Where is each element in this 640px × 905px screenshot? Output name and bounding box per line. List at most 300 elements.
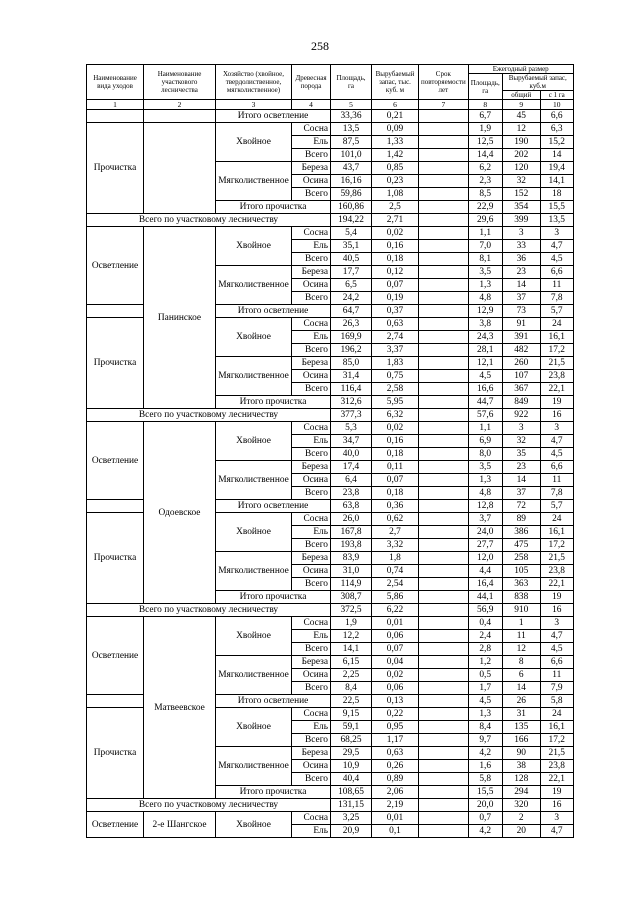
stock-cell: 5,95 <box>372 396 419 409</box>
annual-per-ha-cell: 18 <box>540 188 573 201</box>
species-cell: Береза <box>292 747 331 760</box>
species-cell: Сосна <box>292 422 331 435</box>
annual-area-cell: 5,8 <box>468 773 502 786</box>
species-cell: Всего <box>292 253 331 266</box>
annual-area-cell: 44,1 <box>468 591 502 604</box>
annual-area-cell: 4,8 <box>468 292 502 305</box>
species-cell: Ель <box>292 630 331 643</box>
district-cell: Матвеевское <box>144 617 216 799</box>
column-number: 10 <box>540 100 573 110</box>
care-type-cell: Осветление <box>87 422 144 500</box>
table-row <box>87 214 574 227</box>
annual-per-ha-cell: 7,9 <box>540 682 573 695</box>
annual-per-ha-cell: 6,6 <box>540 110 573 123</box>
term-cell <box>419 292 469 305</box>
annual-area-cell: 4,2 <box>468 747 502 760</box>
annual-area-cell: 24,3 <box>468 331 502 344</box>
stock-cell: 2,74 <box>372 331 419 344</box>
stock-cell: 2,19 <box>372 799 419 812</box>
stock-cell: 0,18 <box>372 448 419 461</box>
stock-cell: 2,58 <box>372 383 419 396</box>
term-cell <box>419 656 469 669</box>
term-cell <box>419 435 469 448</box>
annual-per-ha-cell: 16,1 <box>540 721 573 734</box>
annual-total-cell: 37 <box>502 292 540 305</box>
term-cell <box>419 370 469 383</box>
annual-total-cell: 3 <box>502 422 540 435</box>
economy-cell: Мягколиственное <box>216 162 292 201</box>
area-cell: 40,5 <box>331 253 372 266</box>
term-cell <box>419 422 469 435</box>
annual-per-ha-cell: 23,8 <box>540 760 573 773</box>
annual-per-ha-cell: 17,2 <box>540 734 573 747</box>
area-cell: 63,8 <box>331 500 372 513</box>
annual-per-ha-cell: 5,7 <box>540 305 573 318</box>
area-cell: 308,7 <box>331 591 372 604</box>
term-cell <box>419 175 469 188</box>
term-cell <box>419 825 469 838</box>
annual-area-cell: 9,7 <box>468 734 502 747</box>
species-cell: Всего <box>292 734 331 747</box>
annual-total-cell: 399 <box>502 214 540 227</box>
stock-cell: 0,62 <box>372 513 419 526</box>
economy-cell: Хвойное <box>216 812 292 838</box>
care-type-cell <box>87 500 144 513</box>
area-cell: 85,0 <box>331 357 372 370</box>
annual-total-cell: 33 <box>502 240 540 253</box>
area-cell: 193,8 <box>331 539 372 552</box>
area-cell: 83,9 <box>331 552 372 565</box>
economy-cell: Хвойное <box>216 123 292 162</box>
stock-cell: 0,09 <box>372 123 419 136</box>
area-cell: 26,3 <box>331 318 372 331</box>
annual-per-ha-cell: 4,7 <box>540 435 573 448</box>
species-cell: Всего <box>292 539 331 552</box>
annual-total-cell: 36 <box>502 253 540 266</box>
term-cell <box>419 409 469 422</box>
annual-per-ha-cell: 6,3 <box>540 123 573 136</box>
annual-area-cell: 1,9 <box>468 123 502 136</box>
area-cell: 59,1 <box>331 721 372 734</box>
term-cell <box>419 591 469 604</box>
area-cell: 5,4 <box>331 227 372 240</box>
annual-area-cell: 12,0 <box>468 552 502 565</box>
annual-per-ha-cell: 4,5 <box>540 448 573 461</box>
annual-total-cell: 320 <box>502 799 540 812</box>
stock-cell: 0,37 <box>372 305 419 318</box>
annual-per-ha-cell: 17,2 <box>540 539 573 552</box>
header-annual-cut: Вырубаемый запас, куб.м <box>502 74 573 91</box>
column-number: 4 <box>292 100 331 110</box>
stock-cell: 0,85 <box>372 162 419 175</box>
annual-per-ha-cell: 21,5 <box>540 552 573 565</box>
annual-area-cell: 3,5 <box>468 461 502 474</box>
stock-cell: 0,18 <box>372 253 419 266</box>
row-label: Итого осветление <box>216 110 331 123</box>
annual-area-cell: 57,6 <box>468 409 502 422</box>
header-care-type: Наименование вида уходов <box>87 65 144 100</box>
column-number: 2 <box>144 100 216 110</box>
species-cell: Сосна <box>292 617 331 630</box>
annual-per-ha-cell: 24 <box>540 513 573 526</box>
area-cell: 26,0 <box>331 513 372 526</box>
area-cell: 43,7 <box>331 162 372 175</box>
annual-area-cell: 8,0 <box>468 448 502 461</box>
annual-total-cell: 475 <box>502 539 540 552</box>
annual-total-cell: 2 <box>502 812 540 825</box>
term-cell <box>419 331 469 344</box>
term-cell <box>419 162 469 175</box>
header-total: общий <box>502 91 540 100</box>
stock-cell: 0,36 <box>372 500 419 513</box>
district-cell: Панинское <box>144 227 216 409</box>
annual-total-cell: 910 <box>502 604 540 617</box>
species-cell: Осина <box>292 279 331 292</box>
term-cell <box>419 448 469 461</box>
annual-per-ha-cell: 7,8 <box>540 487 573 500</box>
species-cell: Всего <box>292 578 331 591</box>
area-cell: 23,8 <box>331 487 372 500</box>
area-cell: 20,9 <box>331 825 372 838</box>
species-cell: Всего <box>292 383 331 396</box>
term-cell <box>419 643 469 656</box>
stock-cell: 0,06 <box>372 682 419 695</box>
annual-area-cell: 14,4 <box>468 149 502 162</box>
annual-total-cell: 202 <box>502 149 540 162</box>
stock-cell: 1,42 <box>372 149 419 162</box>
area-cell: 8,4 <box>331 682 372 695</box>
area-cell: 12,2 <box>331 630 372 643</box>
species-cell: Осина <box>292 565 331 578</box>
area-cell: 116,4 <box>331 383 372 396</box>
annual-per-ha-cell: 17,2 <box>540 344 573 357</box>
district-cell <box>144 110 216 123</box>
annual-total-cell: 838 <box>502 591 540 604</box>
annual-total-cell: 91 <box>502 318 540 331</box>
care-type-cell: Прочистка <box>87 318 144 409</box>
table-row <box>87 604 574 617</box>
term-cell <box>419 461 469 474</box>
annual-total-cell: 12 <box>502 643 540 656</box>
row-label: Итого прочистка <box>216 786 331 799</box>
annual-total-cell: 35 <box>502 448 540 461</box>
area-cell: 33,36 <box>331 110 372 123</box>
term-cell <box>419 357 469 370</box>
species-cell: Всего <box>292 344 331 357</box>
annual-total-cell: 8 <box>502 656 540 669</box>
annual-area-cell: 0,7 <box>468 812 502 825</box>
annual-total-cell: 26 <box>502 695 540 708</box>
table-row <box>87 812 574 825</box>
area-cell: 108,65 <box>331 786 372 799</box>
economy-cell: Хвойное <box>216 617 292 656</box>
economy-cell: Хвойное <box>216 708 292 747</box>
stock-cell: 5,86 <box>372 591 419 604</box>
annual-area-cell: 1,6 <box>468 760 502 773</box>
column-number: 7 <box>419 100 469 110</box>
area-cell: 6,15 <box>331 656 372 669</box>
annual-area-cell: 3,8 <box>468 318 502 331</box>
term-cell <box>419 279 469 292</box>
species-cell: Ель <box>292 240 331 253</box>
species-cell: Береза <box>292 461 331 474</box>
annual-area-cell: 56,9 <box>468 604 502 617</box>
species-cell: Ель <box>292 825 331 838</box>
stock-cell: 0,26 <box>372 760 419 773</box>
annual-total-cell: 37 <box>502 487 540 500</box>
term-cell <box>419 487 469 500</box>
term-cell <box>419 474 469 487</box>
stock-cell: 1,8 <box>372 552 419 565</box>
annual-per-ha-cell: 3 <box>540 227 573 240</box>
term-cell <box>419 201 469 214</box>
annual-total-cell: 849 <box>502 396 540 409</box>
stock-cell: 0,07 <box>372 643 419 656</box>
stock-cell: 0,11 <box>372 461 419 474</box>
term-cell <box>419 760 469 773</box>
care-type-cell: Прочистка <box>87 123 144 214</box>
term-cell <box>419 630 469 643</box>
area-cell: 24,2 <box>331 292 372 305</box>
annual-total-cell: 31 <box>502 708 540 721</box>
area-cell: 31,0 <box>331 565 372 578</box>
row-label: Итого прочистка <box>216 396 331 409</box>
species-cell: Всего <box>292 773 331 786</box>
stock-cell: 0,75 <box>372 370 419 383</box>
table-row <box>87 422 574 435</box>
stock-cell: 0,19 <box>372 292 419 305</box>
stock-cell: 0,21 <box>372 110 419 123</box>
annual-total-cell: 190 <box>502 136 540 149</box>
column-number: 3 <box>216 100 292 110</box>
term-cell <box>419 383 469 396</box>
care-type-cell: Осветление <box>87 617 144 695</box>
annual-area-cell: 3,5 <box>468 266 502 279</box>
term-cell <box>419 305 469 318</box>
annual-area-cell: 0,4 <box>468 617 502 630</box>
annual-total-cell: 23 <box>502 461 540 474</box>
annual-total-cell: 105 <box>502 565 540 578</box>
stock-cell: 0,07 <box>372 279 419 292</box>
stock-cell: 0,01 <box>372 812 419 825</box>
annual-area-cell: 2,4 <box>468 630 502 643</box>
annual-area-cell: 12,5 <box>468 136 502 149</box>
annual-total-cell: 20 <box>502 825 540 838</box>
annual-per-ha-cell: 24 <box>540 708 573 721</box>
stock-cell: 0,23 <box>372 175 419 188</box>
stock-cell: 1,33 <box>372 136 419 149</box>
annual-per-ha-cell: 22,1 <box>540 383 573 396</box>
annual-per-ha-cell: 11 <box>540 474 573 487</box>
annual-per-ha-cell: 4,7 <box>540 825 573 838</box>
annual-area-cell: 12,8 <box>468 500 502 513</box>
annual-area-cell: 2,8 <box>468 643 502 656</box>
stock-cell: 1,83 <box>372 357 419 370</box>
annual-per-ha-cell: 19 <box>540 786 573 799</box>
annual-per-ha-cell: 7,8 <box>540 292 573 305</box>
district-cell <box>144 123 216 214</box>
stock-cell: 0,02 <box>372 669 419 682</box>
annual-area-cell: 8,1 <box>468 253 502 266</box>
annual-area-cell: 4,8 <box>468 487 502 500</box>
annual-area-cell: 16,6 <box>468 383 502 396</box>
species-cell: Ель <box>292 721 331 734</box>
annual-total-cell: 3 <box>502 227 540 240</box>
stock-cell: 0,13 <box>372 695 419 708</box>
annual-area-cell: 12,9 <box>468 305 502 318</box>
term-cell <box>419 149 469 162</box>
care-type-cell: Прочистка <box>87 708 144 799</box>
annual-area-cell: 1,3 <box>468 474 502 487</box>
annual-total-cell: 482 <box>502 344 540 357</box>
term-cell <box>419 669 469 682</box>
row-label: Всего по участковому лесничеству <box>87 604 331 617</box>
annual-total-cell: 1 <box>502 617 540 630</box>
annual-area-cell: 2,3 <box>468 175 502 188</box>
area-cell: 312,6 <box>331 396 372 409</box>
annual-area-cell: 4,5 <box>468 370 502 383</box>
annual-per-ha-cell: 6,6 <box>540 461 573 474</box>
species-cell: Всего <box>292 643 331 656</box>
term-cell <box>419 318 469 331</box>
care-table <box>86 64 574 838</box>
annual-per-ha-cell: 19,4 <box>540 162 573 175</box>
species-cell: Осина <box>292 370 331 383</box>
term-cell <box>419 344 469 357</box>
annual-per-ha-cell: 22,1 <box>540 578 573 591</box>
annual-area-cell: 6,2 <box>468 162 502 175</box>
area-cell: 40,0 <box>331 448 372 461</box>
annual-total-cell: 32 <box>502 435 540 448</box>
area-cell: 167,8 <box>331 526 372 539</box>
area-cell: 29,5 <box>331 747 372 760</box>
annual-total-cell: 45 <box>502 110 540 123</box>
stock-cell: 1,08 <box>372 188 419 201</box>
species-cell: Сосна <box>292 708 331 721</box>
annual-total-cell: 391 <box>502 331 540 344</box>
row-label: Итого осветление <box>216 500 331 513</box>
annual-per-ha-cell: 13,5 <box>540 214 573 227</box>
annual-area-cell: 6,7 <box>468 110 502 123</box>
table-row <box>87 617 574 630</box>
annual-per-ha-cell: 6,6 <box>540 656 573 669</box>
annual-per-ha-cell: 11 <box>540 669 573 682</box>
species-cell: Осина <box>292 474 331 487</box>
district-cell: Одоевское <box>144 422 216 604</box>
annual-total-cell: 166 <box>502 734 540 747</box>
annual-total-cell: 128 <box>502 773 540 786</box>
area-cell: 68,25 <box>331 734 372 747</box>
annual-area-cell: 16,4 <box>468 578 502 591</box>
term-cell <box>419 396 469 409</box>
stock-cell: 0,63 <box>372 747 419 760</box>
annual-per-ha-cell: 14,1 <box>540 175 573 188</box>
area-cell: 64,7 <box>331 305 372 318</box>
stock-cell: 0,74 <box>372 565 419 578</box>
stock-cell: 0,18 <box>372 487 419 500</box>
annual-per-ha-cell: 3 <box>540 422 573 435</box>
stock-cell: 0,1 <box>372 825 419 838</box>
annual-total-cell: 38 <box>502 760 540 773</box>
annual-area-cell: 7,0 <box>468 240 502 253</box>
annual-total-cell: 23 <box>502 266 540 279</box>
term-cell <box>419 539 469 552</box>
annual-area-cell: 29,6 <box>468 214 502 227</box>
area-cell: 101,0 <box>331 149 372 162</box>
area-cell: 377,3 <box>331 409 372 422</box>
header-term: Срок повторяемости лет <box>419 65 469 100</box>
annual-per-ha-cell: 11 <box>540 279 573 292</box>
annual-total-cell: 120 <box>502 162 540 175</box>
economy-cell: Хвойное <box>216 227 292 266</box>
area-cell: 160,86 <box>331 201 372 214</box>
species-cell: Ель <box>292 526 331 539</box>
area-cell: 22,5 <box>331 695 372 708</box>
annual-per-ha-cell: 16,1 <box>540 526 573 539</box>
area-cell: 16,16 <box>331 175 372 188</box>
annual-total-cell: 294 <box>502 786 540 799</box>
area-cell: 17,4 <box>331 461 372 474</box>
economy-cell: Мягколиственное <box>216 461 292 500</box>
economy-cell: Мягколиственное <box>216 552 292 591</box>
column-number: 8 <box>468 100 502 110</box>
table-row <box>87 409 574 422</box>
economy-cell: Хвойное <box>216 513 292 552</box>
care-type-cell <box>87 695 144 708</box>
area-cell: 6,4 <box>331 474 372 487</box>
stock-cell: 0,02 <box>372 422 419 435</box>
stock-cell: 0,16 <box>372 240 419 253</box>
stock-cell: 0,16 <box>372 435 419 448</box>
annual-total-cell: 386 <box>502 526 540 539</box>
species-cell: Ель <box>292 136 331 149</box>
header-species: Древесная порода <box>292 65 331 100</box>
stock-cell: 0,02 <box>372 227 419 240</box>
area-cell: 372,5 <box>331 604 372 617</box>
row-label: Итого прочистка <box>216 591 331 604</box>
stock-cell: 0,95 <box>372 721 419 734</box>
area-cell: 196,2 <box>331 344 372 357</box>
annual-total-cell: 363 <box>502 578 540 591</box>
area-cell: 87,5 <box>331 136 372 149</box>
term-cell <box>419 240 469 253</box>
annual-area-cell: 3,7 <box>468 513 502 526</box>
row-label: Всего по участковому лесничеству <box>87 799 331 812</box>
term-cell <box>419 617 469 630</box>
area-cell: 131,15 <box>331 799 372 812</box>
annual-total-cell: 367 <box>502 383 540 396</box>
annual-total-cell: 258 <box>502 552 540 565</box>
term-cell <box>419 253 469 266</box>
annual-total-cell: 14 <box>502 474 540 487</box>
annual-area-cell: 4,5 <box>468 695 502 708</box>
column-numbers-row <box>87 100 574 110</box>
annual-area-cell: 1,2 <box>468 656 502 669</box>
term-cell <box>419 123 469 136</box>
page-number: 258 <box>311 39 329 53</box>
term-cell <box>419 526 469 539</box>
annual-per-ha-cell: 15,2 <box>540 136 573 149</box>
term-cell <box>419 565 469 578</box>
area-cell: 114,9 <box>331 578 372 591</box>
table-row <box>87 799 574 812</box>
species-cell: Сосна <box>292 227 331 240</box>
annual-total-cell: 922 <box>502 409 540 422</box>
species-cell: Сосна <box>292 123 331 136</box>
table-row <box>87 123 574 136</box>
species-cell: Береза <box>292 162 331 175</box>
annual-per-ha-cell: 4,5 <box>540 643 573 656</box>
